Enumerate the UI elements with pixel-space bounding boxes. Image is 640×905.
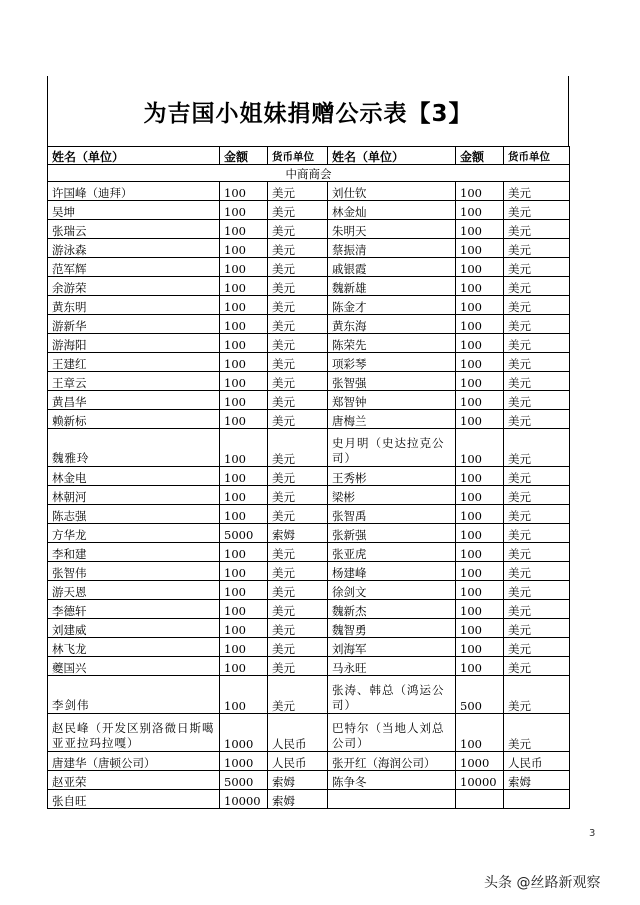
table-row — [48, 182, 570, 201]
donor-name-2: 徐剑文 — [328, 581, 456, 600]
currency-2: 美元 — [504, 486, 570, 505]
amount-2: 100 — [456, 277, 504, 296]
amount: 100 — [220, 600, 268, 619]
currency-2: 美元 — [504, 600, 570, 619]
header-currency: 货币单位 — [268, 147, 328, 165]
donor-name-2: 张亚虎 — [328, 543, 456, 562]
amount: 100 — [220, 676, 268, 714]
table-row — [48, 334, 570, 353]
donor-name-2: 巴特尔（当地人刘总公司） — [328, 714, 456, 752]
table-row — [48, 600, 570, 619]
donor-name-2: 朱明天 — [328, 220, 456, 239]
amount: 100 — [220, 562, 268, 581]
donor-name-2: 刘海军 — [328, 638, 456, 657]
donor-name: 李剑伟 — [48, 676, 220, 714]
amount-2: 100 — [456, 524, 504, 543]
currency: 美元 — [268, 182, 328, 201]
donor-name: 张智伟 — [48, 562, 220, 581]
currency-2: 美元 — [504, 334, 570, 353]
amount: 100 — [220, 296, 268, 315]
table-row — [48, 372, 570, 391]
table-row — [48, 258, 570, 277]
donor-name-2: 张智强 — [328, 372, 456, 391]
currency-2: 美元 — [504, 562, 570, 581]
page-number: 3 — [589, 828, 596, 839]
amount-2: 100 — [456, 429, 504, 467]
currency-2: 美元 — [504, 467, 570, 486]
donor-name: 赵民峰（开发区别洛微日斯噶亚亚拉玛拉嘎） — [48, 714, 220, 752]
amount: 100 — [220, 410, 268, 429]
donor-name-2: 项彩琴 — [328, 353, 456, 372]
currency: 美元 — [268, 410, 328, 429]
amount: 10000 — [220, 790, 268, 809]
donor-name: 王章云 — [48, 372, 220, 391]
table-row — [48, 619, 570, 638]
amount: 100 — [220, 581, 268, 600]
header-name-2: 姓名（单位） — [328, 147, 456, 165]
table-row — [48, 467, 570, 486]
currency-2: 美元 — [504, 220, 570, 239]
donor-name-2: 陈金才 — [328, 296, 456, 315]
table-row — [48, 429, 570, 467]
donor-name: 林金电 — [48, 467, 220, 486]
currency-2: 美元 — [504, 391, 570, 410]
donor-name-2: 陈荣先 — [328, 334, 456, 353]
currency: 美元 — [268, 353, 328, 372]
section-title: 中商商会 — [48, 165, 570, 182]
document-frame — [47, 76, 569, 822]
donor-name-2: 张开红（海润公司） — [328, 752, 456, 771]
currency: 美元 — [268, 467, 328, 486]
header-amount-2: 金额 — [456, 147, 504, 165]
currency: 美元 — [268, 429, 328, 467]
page-title: 为吉国小姐妹捐赠公示表【3】 — [143, 101, 473, 127]
currency-2: 美元 — [504, 543, 570, 562]
currency-2: 美元 — [504, 676, 570, 714]
donor-name-2 — [328, 790, 456, 809]
currency: 美元 — [268, 258, 328, 277]
currency-2: 美元 — [504, 182, 570, 201]
donor-name-2: 魏新杰 — [328, 600, 456, 619]
amount: 5000 — [220, 771, 268, 790]
currency-2: 美元 — [504, 410, 570, 429]
currency: 美元 — [268, 581, 328, 600]
amount-2: 100 — [456, 467, 504, 486]
currency-2: 美元 — [504, 429, 570, 467]
amount-2: 100 — [456, 619, 504, 638]
donor-name: 游天恩 — [48, 581, 220, 600]
amount: 100 — [220, 657, 268, 676]
currency: 美元 — [268, 619, 328, 638]
header-name: 姓名（单位） — [48, 147, 220, 165]
amount-2: 100 — [456, 638, 504, 657]
amount: 100 — [220, 638, 268, 657]
donor-name: 游泳森 — [48, 239, 220, 258]
donor-name: 张瑞云 — [48, 220, 220, 239]
table-row — [48, 543, 570, 562]
amount: 100 — [220, 277, 268, 296]
amount: 1000 — [220, 752, 268, 771]
donor-name: 林飞龙 — [48, 638, 220, 657]
donor-name: 游海阳 — [48, 334, 220, 353]
donor-name: 夔国兴 — [48, 657, 220, 676]
donor-name: 刘建威 — [48, 619, 220, 638]
currency-2: 美元 — [504, 372, 570, 391]
amount-2: 10000 — [456, 771, 504, 790]
watermark: 头条 @丝路新观察 — [484, 875, 601, 891]
donor-name-2: 唐梅兰 — [328, 410, 456, 429]
currency: 美元 — [268, 543, 328, 562]
amount-2: 100 — [456, 600, 504, 619]
currency-2: 美元 — [504, 353, 570, 372]
donor-name-2: 张新强 — [328, 524, 456, 543]
amount: 100 — [220, 258, 268, 277]
amount-2: 100 — [456, 239, 504, 258]
amount: 100 — [220, 315, 268, 334]
amount-2: 100 — [456, 391, 504, 410]
amount: 100 — [220, 239, 268, 258]
donor-name-2: 杨建峰 — [328, 562, 456, 581]
currency: 索姆 — [268, 771, 328, 790]
donor-name: 游新华 — [48, 315, 220, 334]
donor-name: 黄东明 — [48, 296, 220, 315]
donor-name-2: 魏新雄 — [328, 277, 456, 296]
donor-name: 范军辉 — [48, 258, 220, 277]
amount: 100 — [220, 372, 268, 391]
currency: 美元 — [268, 296, 328, 315]
currency: 美元 — [268, 315, 328, 334]
donor-name-2: 张涛、韩总（鸿运公司） — [328, 676, 456, 714]
donor-name: 王建红 — [48, 353, 220, 372]
amount: 100 — [220, 486, 268, 505]
currency: 美元 — [268, 277, 328, 296]
donor-name-2: 马永旺 — [328, 657, 456, 676]
currency-2 — [504, 790, 570, 809]
amount-2: 100 — [456, 182, 504, 201]
donor-name-2: 蔡振清 — [328, 239, 456, 258]
currency-2: 人民币 — [504, 752, 570, 771]
currency: 美元 — [268, 505, 328, 524]
donor-name: 李德轩 — [48, 600, 220, 619]
amount: 100 — [220, 353, 268, 372]
amount-2: 100 — [456, 296, 504, 315]
table-row — [48, 505, 570, 524]
table-row — [48, 391, 570, 410]
amount: 5000 — [220, 524, 268, 543]
currency-2: 美元 — [504, 714, 570, 752]
amount-2: 100 — [456, 220, 504, 239]
amount: 100 — [220, 182, 268, 201]
donor-name-2: 王秀彬 — [328, 467, 456, 486]
donor-name-2: 陈争冬 — [328, 771, 456, 790]
donor-name-2: 刘仕钦 — [328, 182, 456, 201]
header-currency-2: 货币单位 — [504, 147, 570, 165]
currency: 人民币 — [268, 714, 328, 752]
currency-2: 美元 — [504, 201, 570, 220]
amount-2: 1000 — [456, 752, 504, 771]
currency: 美元 — [268, 600, 328, 619]
amount-2: 100 — [456, 581, 504, 600]
header-amount: 金额 — [220, 147, 268, 165]
currency: 美元 — [268, 486, 328, 505]
donor-name: 方华龙 — [48, 524, 220, 543]
table-row — [48, 315, 570, 334]
amount-2: 100 — [456, 372, 504, 391]
table-row — [48, 296, 570, 315]
table-row — [48, 220, 570, 239]
currency: 美元 — [268, 372, 328, 391]
amount-2: 100 — [456, 543, 504, 562]
table-row — [48, 353, 570, 372]
table-row — [48, 771, 570, 790]
donor-name-2: 黄东海 — [328, 315, 456, 334]
amount: 100 — [220, 467, 268, 486]
donor-name: 唐建华（唐顿公司） — [48, 752, 220, 771]
amount-2: 100 — [456, 657, 504, 676]
donor-name-2: 林金灿 — [328, 201, 456, 220]
donor-name: 余游荣 — [48, 277, 220, 296]
currency-2: 美元 — [504, 524, 570, 543]
currency-2: 美元 — [504, 296, 570, 315]
donor-name-2: 郑智钟 — [328, 391, 456, 410]
currency-2: 美元 — [504, 239, 570, 258]
table-row — [48, 714, 570, 752]
donor-name: 黄昌华 — [48, 391, 220, 410]
table-row — [48, 201, 570, 220]
currency: 索姆 — [268, 790, 328, 809]
table-row — [48, 486, 570, 505]
currency-2: 美元 — [504, 505, 570, 524]
donor-name-2: 戚银霞 — [328, 258, 456, 277]
currency: 美元 — [268, 391, 328, 410]
currency: 美元 — [268, 201, 328, 220]
currency: 美元 — [268, 220, 328, 239]
amount-2: 500 — [456, 676, 504, 714]
amount-2: 100 — [456, 714, 504, 752]
donor-name-2: 梁彬 — [328, 486, 456, 505]
table-row — [48, 581, 570, 600]
donor-name: 林朝河 — [48, 486, 220, 505]
donor-name-2: 史月明（史达拉克公司） — [328, 429, 456, 467]
donor-name: 赵亚荣 — [48, 771, 220, 790]
currency-2: 美元 — [504, 315, 570, 334]
table-row — [48, 239, 570, 258]
table-row — [48, 676, 570, 714]
donor-name-2: 魏智勇 — [328, 619, 456, 638]
donation-table — [47, 146, 570, 809]
amount-2: 100 — [456, 315, 504, 334]
currency-2: 索姆 — [504, 771, 570, 790]
table-row — [48, 277, 570, 296]
amount-2: 100 — [456, 353, 504, 372]
table-row — [48, 657, 570, 676]
currency: 美元 — [268, 657, 328, 676]
amount-2: 100 — [456, 505, 504, 524]
currency: 美元 — [268, 676, 328, 714]
donor-name: 魏雅玲 — [48, 429, 220, 467]
donor-name: 陈志强 — [48, 505, 220, 524]
amount: 100 — [220, 505, 268, 524]
amount-2: 100 — [456, 201, 504, 220]
amount: 100 — [220, 543, 268, 562]
table-row — [48, 410, 570, 429]
amount-2 — [456, 790, 504, 809]
donor-name: 许国峰（迪拜） — [48, 182, 220, 201]
currency: 美元 — [268, 638, 328, 657]
amount: 1000 — [220, 714, 268, 752]
section-row — [48, 165, 570, 182]
currency: 人民币 — [268, 752, 328, 771]
table-row — [48, 752, 570, 771]
currency: 美元 — [268, 334, 328, 353]
table-row — [48, 790, 570, 809]
amount-2: 100 — [456, 486, 504, 505]
currency-2: 美元 — [504, 277, 570, 296]
table-row — [48, 562, 570, 581]
amount: 100 — [220, 429, 268, 467]
amount-2: 100 — [456, 562, 504, 581]
currency-2: 美元 — [504, 258, 570, 277]
amount: 100 — [220, 201, 268, 220]
amount: 100 — [220, 220, 268, 239]
table-row — [48, 524, 570, 543]
donor-name-2: 张智禹 — [328, 505, 456, 524]
currency-2: 美元 — [504, 638, 570, 657]
currency: 索姆 — [268, 524, 328, 543]
header-row — [48, 147, 570, 165]
donor-name: 李和建 — [48, 543, 220, 562]
donor-name: 赖新标 — [48, 410, 220, 429]
currency-2: 美元 — [504, 581, 570, 600]
amount: 100 — [220, 334, 268, 353]
currency: 美元 — [268, 239, 328, 258]
currency-2: 美元 — [504, 619, 570, 638]
amount-2: 100 — [456, 334, 504, 353]
currency: 美元 — [268, 562, 328, 581]
amount-2: 100 — [456, 258, 504, 277]
currency-2: 美元 — [504, 657, 570, 676]
amount-2: 100 — [456, 410, 504, 429]
amount: 100 — [220, 619, 268, 638]
table-row — [48, 638, 570, 657]
amount: 100 — [220, 391, 268, 410]
donor-name: 张自旺 — [48, 790, 220, 809]
donor-name: 吴坤 — [48, 201, 220, 220]
